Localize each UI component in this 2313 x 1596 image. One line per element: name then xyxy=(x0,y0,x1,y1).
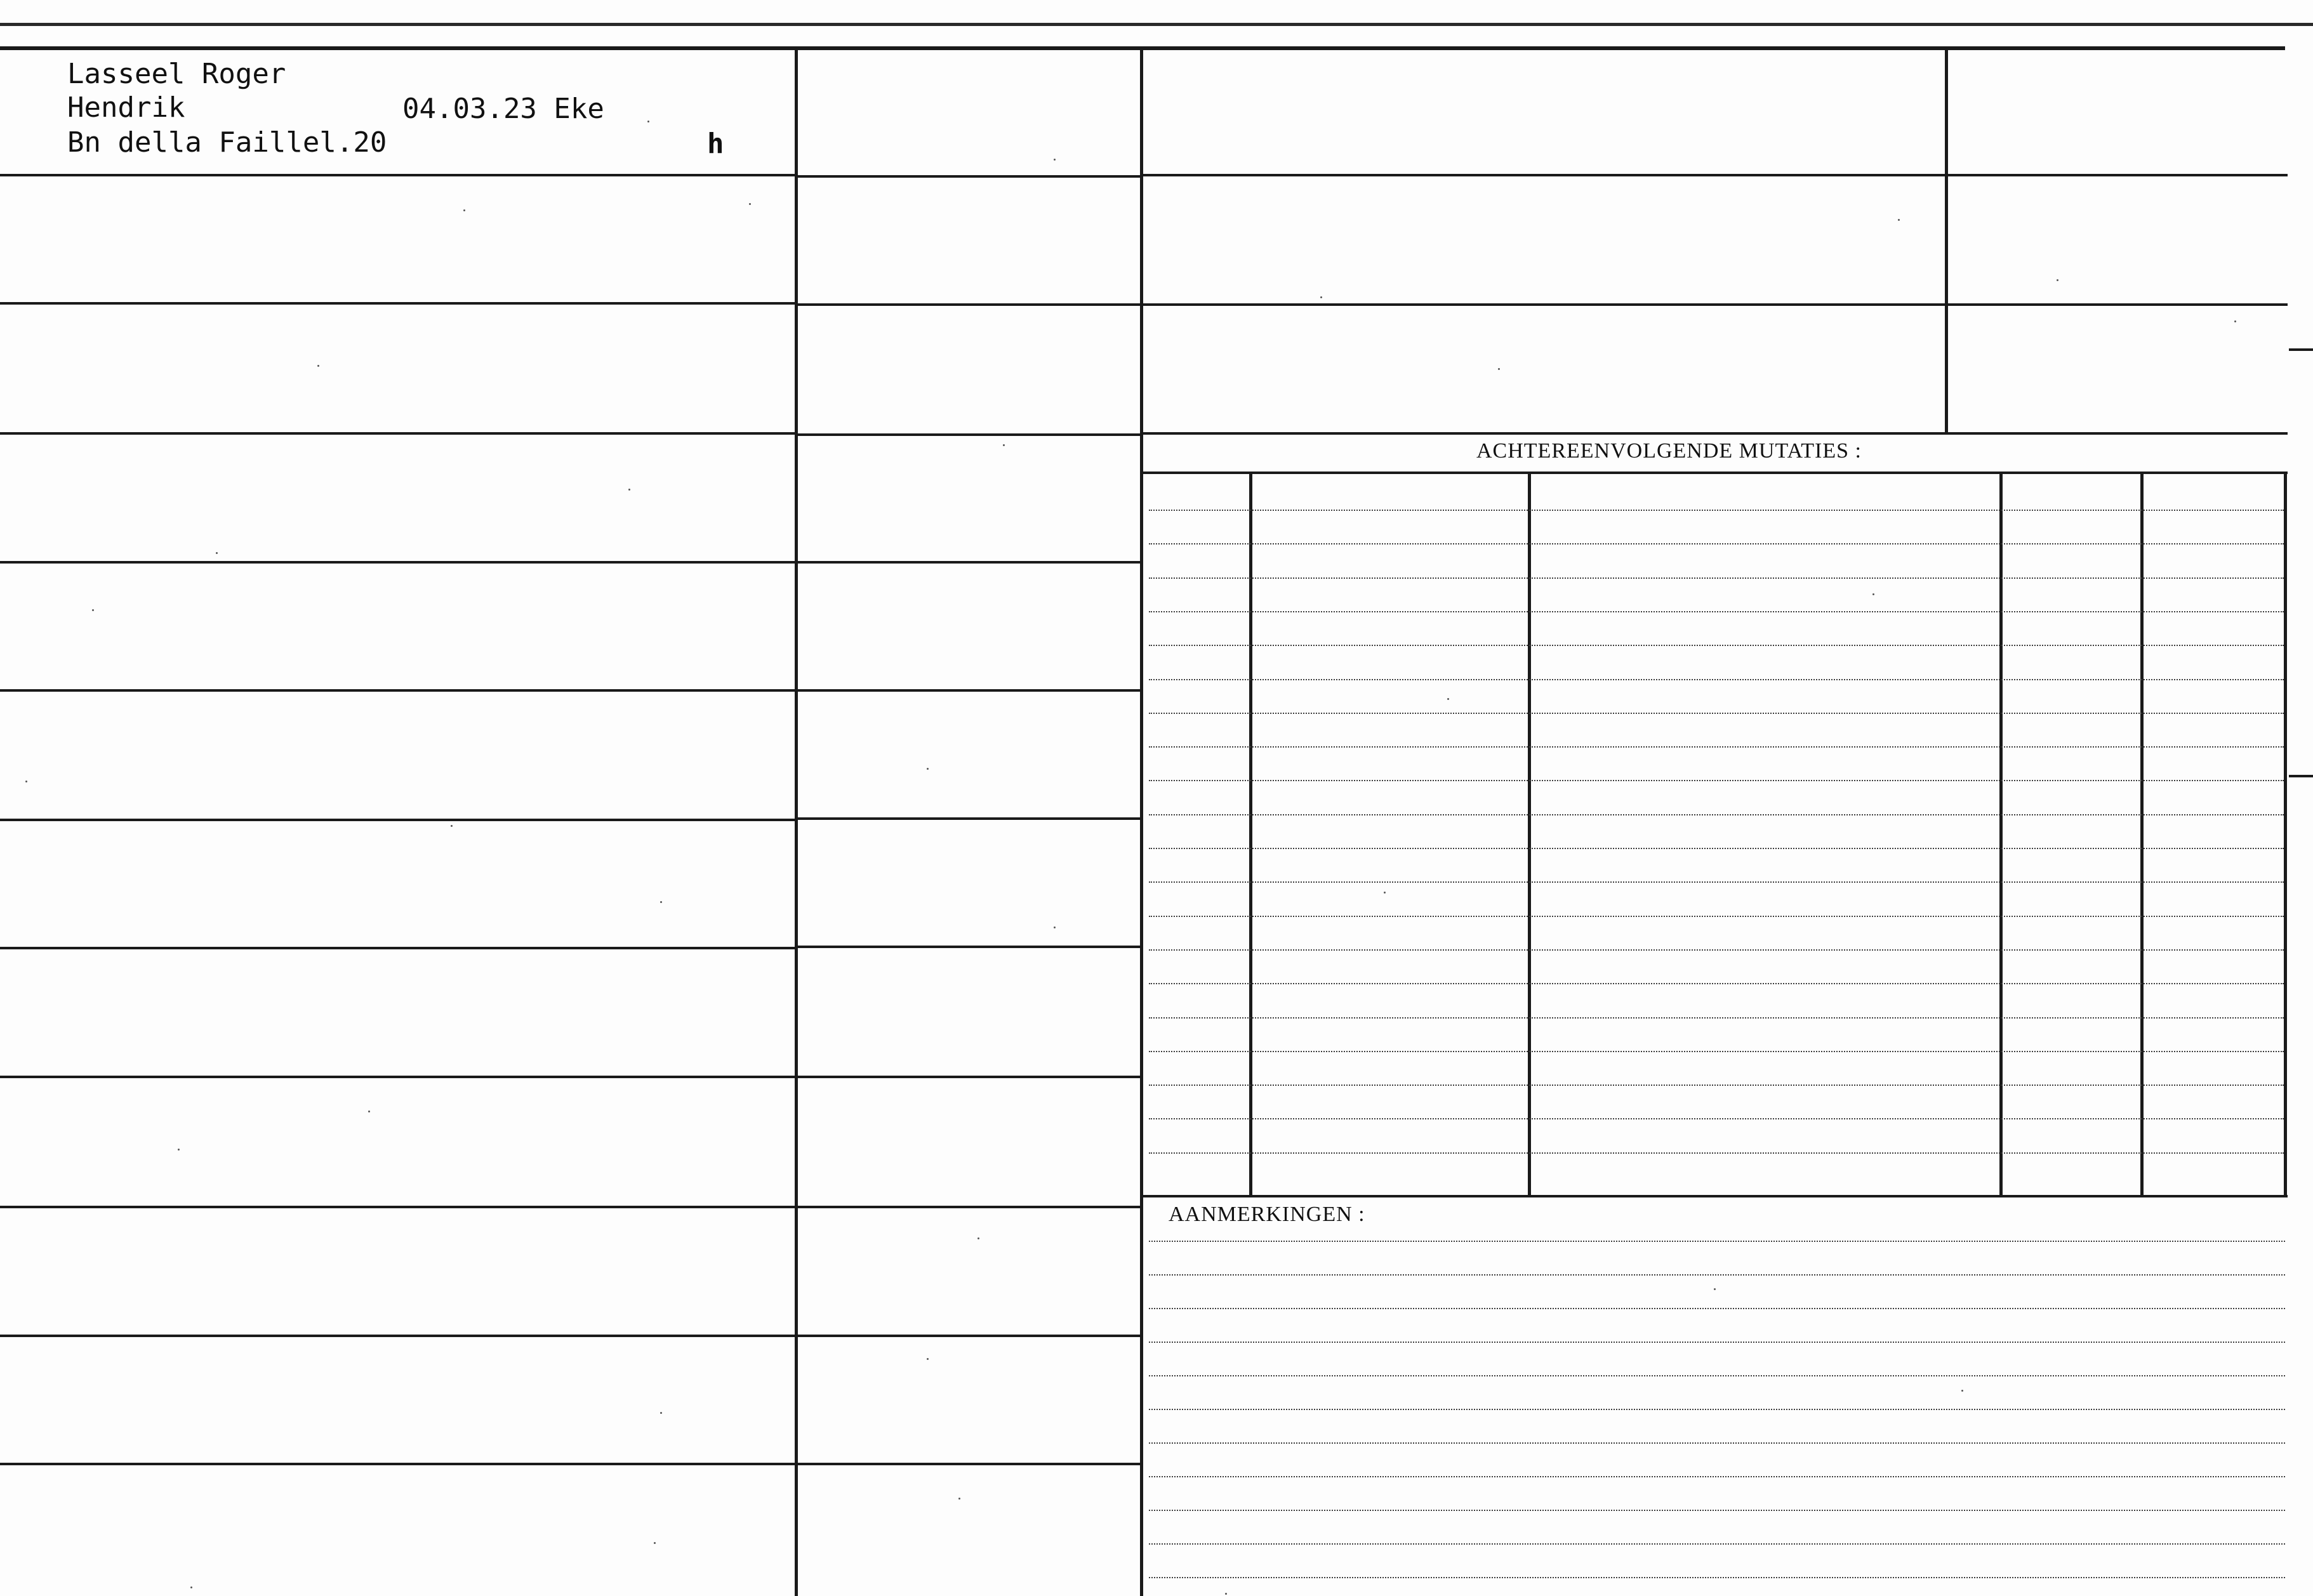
mutations-header: ACHTEREENVOLGENDE MUTATIES : xyxy=(1476,439,1862,463)
entry-marker: h xyxy=(707,128,724,160)
entry-address: Bn della Faillel.20 xyxy=(67,126,387,159)
entry-name: Lasseel Roger xyxy=(67,58,286,90)
remarks-header: AANMERKINGEN : xyxy=(1169,1203,1365,1226)
entry-birth-date-place: 04.03.23 Eke xyxy=(402,93,604,125)
entry-middle-name: Hendrik xyxy=(67,91,185,124)
